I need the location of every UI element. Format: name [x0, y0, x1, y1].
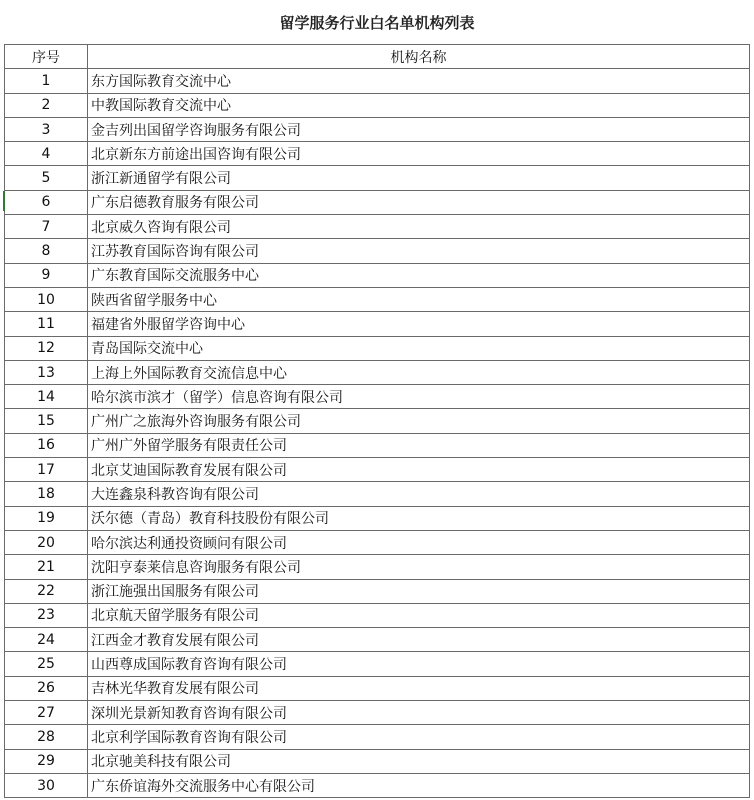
row-index-cell[interactable]: 14 [5, 385, 88, 409]
institution-name-cell[interactable]: 深圳光景新知教育咨询有限公司 [88, 701, 750, 725]
table-row [5, 93, 750, 117]
row-index-cell[interactable]: 18 [5, 482, 88, 506]
table-row [5, 701, 750, 725]
table-row [5, 336, 750, 360]
institution-name-cell[interactable]: 广东侨谊海外交流服务中心有限公司 [88, 773, 750, 797]
row-index-cell[interactable]: 13 [5, 360, 88, 384]
table-row [5, 190, 750, 214]
row-index-cell[interactable]: 27 [5, 701, 88, 725]
institution-name-cell[interactable]: 北京利学国际教育咨询有限公司 [88, 725, 750, 749]
row-index-cell[interactable]: 28 [5, 725, 88, 749]
table-title: 留学服务行业白名单机构列表 [279, 13, 475, 32]
row-index-cell[interactable]: 11 [5, 312, 88, 336]
table-row [5, 385, 750, 409]
institution-name-cell[interactable]: 吉林光华教育发展有限公司 [88, 676, 750, 700]
whitelist-table [4, 44, 750, 798]
header-name[interactable]: 机构名称 [88, 45, 750, 69]
table-row [5, 166, 750, 190]
institution-name-cell[interactable]: 广东教育国际交流服务中心 [88, 263, 750, 287]
institution-name-cell[interactable]: 北京驰美科技有限公司 [88, 749, 750, 773]
institution-name-cell[interactable]: 山西尊成国际教育咨询有限公司 [88, 652, 750, 676]
table-row [5, 506, 750, 530]
institution-name-cell[interactable]: 青岛国际交流中心 [88, 336, 750, 360]
row-index-cell[interactable]: 15 [5, 409, 88, 433]
table-row [5, 579, 750, 603]
table-row [5, 773, 750, 797]
institution-name-cell[interactable]: 哈尔滨市滨才（留学）信息咨询有限公司 [88, 385, 750, 409]
table-row [5, 652, 750, 676]
table-row [5, 725, 750, 749]
institution-name-cell[interactable]: 沈阳亨泰莱信息咨询服务有限公司 [88, 555, 750, 579]
table-row [5, 628, 750, 652]
header-row [5, 45, 750, 69]
row-index-cell[interactable]: 2 [5, 93, 88, 117]
institution-name-cell[interactable]: 大连鑫泉科教咨询有限公司 [88, 482, 750, 506]
row-index-cell[interactable]: 30 [5, 773, 88, 797]
institution-name-cell[interactable]: 北京威久咨询有限公司 [88, 215, 750, 239]
table-row [5, 530, 750, 554]
row-index-cell[interactable]: 16 [5, 433, 88, 457]
institution-name-cell[interactable]: 广东启德教育服务有限公司 [88, 190, 750, 214]
table-row [5, 409, 750, 433]
table-row [5, 117, 750, 141]
institution-name-cell[interactable]: 沃尔德（青岛）教育科技股份有限公司 [88, 506, 750, 530]
table-row [5, 287, 750, 311]
row-index-cell[interactable]: 3 [5, 117, 88, 141]
table-row [5, 360, 750, 384]
institution-name-cell[interactable]: 北京新东方前途出国咨询有限公司 [88, 142, 750, 166]
row-index-cell[interactable]: 8 [5, 239, 88, 263]
table-row [5, 239, 750, 263]
institution-name-cell[interactable]: 浙江新通留学有限公司 [88, 166, 750, 190]
row-index-cell[interactable]: 9 [5, 263, 88, 287]
institution-name-cell[interactable]: 北京航天留学服务有限公司 [88, 603, 750, 627]
row-index-cell[interactable]: 12 [5, 336, 88, 360]
table-row [5, 69, 750, 93]
institution-name-cell[interactable]: 浙江施强出国服务有限公司 [88, 579, 750, 603]
institution-name-cell[interactable]: 金吉列出国留学咨询服务有限公司 [88, 117, 750, 141]
row-index-cell[interactable]: 24 [5, 628, 88, 652]
table-row [5, 215, 750, 239]
table-row [5, 603, 750, 627]
cell-selection-marker [3, 191, 5, 211]
table-row [5, 263, 750, 287]
row-index-cell[interactable]: 4 [5, 142, 88, 166]
table-row [5, 458, 750, 482]
institution-name-cell[interactable]: 江西金才教育发展有限公司 [88, 628, 750, 652]
institution-name-cell[interactable]: 哈尔滨达利通投资顾问有限公司 [88, 530, 750, 554]
row-index-cell[interactable]: 21 [5, 555, 88, 579]
table-row [5, 555, 750, 579]
institution-name-cell[interactable]: 福建省外服留学咨询中心 [88, 312, 750, 336]
row-index-cell[interactable]: 25 [5, 652, 88, 676]
institution-name-cell[interactable]: 陕西省留学服务中心 [88, 287, 750, 311]
row-index-cell[interactable]: 6 [5, 190, 88, 214]
row-index-cell[interactable]: 7 [5, 215, 88, 239]
row-index-cell[interactable]: 5 [5, 166, 88, 190]
institution-name-cell[interactable]: 上海上外国际教育交流信息中心 [88, 360, 750, 384]
row-index-cell[interactable]: 17 [5, 458, 88, 482]
table-row [5, 676, 750, 700]
row-index-cell[interactable]: 10 [5, 287, 88, 311]
institution-name-cell[interactable]: 江苏教育国际咨询有限公司 [88, 239, 750, 263]
table-row [5, 142, 750, 166]
table-row [5, 749, 750, 773]
institution-name-cell[interactable]: 中教国际教育交流中心 [88, 93, 750, 117]
table-row [5, 312, 750, 336]
table-body [5, 69, 750, 798]
institution-name-cell[interactable]: 东方国际教育交流中心 [88, 69, 750, 93]
table-row [5, 482, 750, 506]
row-index-cell[interactable]: 1 [5, 69, 88, 93]
row-index-cell[interactable]: 23 [5, 603, 88, 627]
row-index-cell[interactable]: 29 [5, 749, 88, 773]
institution-name-cell[interactable]: 广州广外留学服务有限责任公司 [88, 433, 750, 457]
header-index[interactable]: 序号 [5, 45, 88, 69]
institution-name-cell[interactable]: 北京艾迪国际教育发展有限公司 [88, 458, 750, 482]
institution-name-cell[interactable]: 广州广之旅海外咨询服务有限公司 [88, 409, 750, 433]
row-index-cell[interactable]: 26 [5, 676, 88, 700]
table-row [5, 433, 750, 457]
row-index-cell[interactable]: 20 [5, 530, 88, 554]
row-index-cell[interactable]: 19 [5, 506, 88, 530]
row-index-cell[interactable]: 22 [5, 579, 88, 603]
